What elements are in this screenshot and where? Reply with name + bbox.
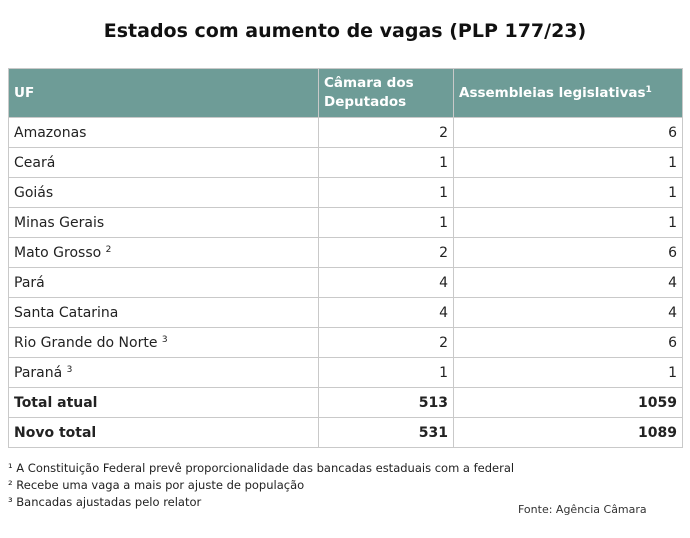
cell-total-label: Novo total	[9, 418, 319, 448]
cell-uf: Minas Gerais	[9, 208, 319, 238]
table-row	[9, 268, 683, 298]
cell-assembleias: 6	[454, 238, 683, 268]
data-table	[8, 68, 683, 448]
cell-camara: 1	[319, 148, 454, 178]
cell-camara: 4	[319, 298, 454, 328]
cell-assembleias: 1	[454, 178, 683, 208]
cell-assembleias: 6	[454, 118, 683, 148]
cell-uf: Goiás	[9, 178, 319, 208]
cell-assembleias: 4	[454, 268, 683, 298]
cell-camara: 2	[319, 238, 454, 268]
header-assembleias: Assembleias legislativas$^1$	[454, 69, 683, 118]
cell-uf: Amazonas	[9, 118, 319, 148]
footnote-marker: 3	[66, 364, 73, 375]
cell-uf: Mato Grosso $^2$	[9, 238, 319, 268]
cell-uf: Rio Grande do Norte $^3$	[9, 328, 319, 358]
cell-assembleias: 1	[454, 148, 683, 178]
header-uf: UF	[9, 69, 319, 118]
cell-assembleias: 1	[454, 358, 683, 388]
footnote-3: ³ Bancadas ajustadas pelo relator	[8, 495, 202, 509]
cell-total-label: Total atual	[9, 388, 319, 418]
table-row	[9, 238, 683, 268]
cell-camara: 2	[319, 118, 454, 148]
table-title: Estados com aumento de vagas (PLP 177/23)	[103, 20, 587, 42]
table-row	[9, 148, 683, 178]
cell-total-camara: 531	[319, 418, 454, 448]
footnote-marker: 3	[161, 334, 168, 345]
table-row	[9, 298, 683, 328]
table-row	[9, 328, 683, 358]
cell-camara: 1	[319, 178, 454, 208]
source-credit: Fonte: Agência Câmara	[518, 503, 647, 516]
footnotes	[8, 460, 514, 511]
table-row	[9, 178, 683, 208]
total-row	[9, 388, 683, 418]
cell-camara: 1	[319, 208, 454, 238]
header-row	[9, 69, 683, 118]
footnote-2: ² Recebe uma vaga a mais por ajuste de população	[8, 478, 305, 492]
cell-camara: 4	[319, 268, 454, 298]
cell-total-camara: 513	[319, 388, 454, 418]
total-row	[9, 418, 683, 448]
cell-uf: Ceará	[9, 148, 319, 178]
table-row	[9, 358, 683, 388]
cell-assembleias: 4	[454, 298, 683, 328]
cell-uf: Pará	[9, 268, 319, 298]
cell-assembleias: 6	[454, 328, 683, 358]
header-camara: Câmara dos Deputados	[319, 69, 454, 118]
cell-total-assembleias: 1089	[454, 418, 683, 448]
cell-camara: 2	[319, 328, 454, 358]
cell-camara: 1	[319, 358, 454, 388]
cell-uf: Santa Catarina	[9, 298, 319, 328]
table-row	[9, 208, 683, 238]
cell-total-assembleias: 1059	[454, 388, 683, 418]
cell-uf: Paraná $^3$	[9, 358, 319, 388]
footnote-marker: 2	[105, 244, 112, 255]
cell-assembleias: 1	[454, 208, 683, 238]
table-row	[9, 118, 683, 148]
footnote-1: ¹ A Constituição Federal prevê proporcionalidade das bancadas estaduais com a federal	[8, 461, 515, 475]
footnote-marker: 1	[645, 84, 652, 95]
